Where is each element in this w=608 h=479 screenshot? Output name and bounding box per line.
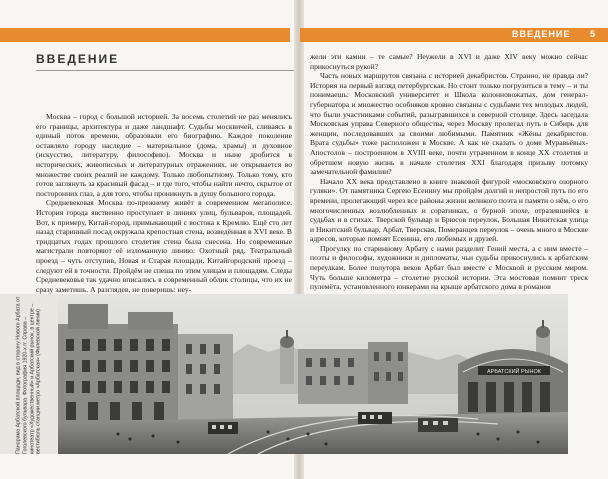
right-body-text	[310, 52, 588, 292]
right-paragraph-1: жели эти камни – те самые? Неужели в XVI и даже XIV веку можно сейчас прикоснуться рукой?	[310, 52, 588, 71]
market-sign: АРБАТСКИЙ РЫНОК	[486, 369, 542, 375]
photo-caption: Панорама Арбатской площади, вид в сторону Нового Арбата от Гоголевского бульвара. Фотография 1920-х гг. Справа – кинотеатр «Художественный» и Арбатский рынок, в центре – вестибюль станции метро «Арбатская» (Филевской линии)	[15, 296, 42, 454]
title-rule	[36, 70, 294, 71]
header-bar-left	[0, 28, 290, 42]
running-head: ВВЕДЕНИЕ	[512, 29, 571, 39]
left-paragraph-2: Средневековая Москва по-прежнему живёт в современном мегаполисе. История города явственно проступает в линиях улиц, бульваров, площадей. Вот, к примеру, Китай-город, примыкающий с востока к Кремлю. Ещё сто лет назад старинный посад окружала крепостная стена, возведённая в XVI веке. В тридцатых годах прошлого столетия стена была снесена. Но современные магистрали повторяют её изломанную линию: Охотный ряд, Театральный проезд – чуть отступив, Новая и Старая площади, Китайгородский проезд – следуют ей в точности. Пройдём не спеша по этим улицам и площадям. Следы Средневековья так удачно вписались в современный облик столицы, что их не сразу заметишь. А разглядев, не поверишь: неу-	[36, 198, 292, 294]
historic-photo-arbat-square	[58, 294, 568, 454]
right-paragraph-2: Часть новых маршрутов связана с историей декабристов. Странно, не правда ли? История на первый взгляд петербургская. Но стоит только погрузиться в тему – и ты понимаешь: Московский университет и Школа колонновожатых, дом генерал-губернатора и множество особняков кровно связаны с судьбами тех молодых людей, что были участниками событий, разыгравшихся в северной столице. Здесь заседала Московская управа Северного общества, через Москву пролегал путь в Сибирь для женщин, последовавших за своими любимыми. Памятник «Жёны декабристов. Врата судьбы» тоже расположен в Москве. А как не сказать о доме Муравьёвых-Апостолов – построенном в XVIII веке, почти утраченном в конце XX столетия и обретшем новую жизнь в начале столетия XXI благодаря призыву потомку замечательной фамилии?	[310, 71, 588, 177]
right-paragraph-4: Прогулку по старинному Арбату с нами разделит Гений места, а с ним вместе – поэты и философы, художники и дипломаты, чьи судьбы прикоснулись к арбатским переулкам. Более полутора веков Арбат был вместе с Москвой и русским миром. Чуть больше километра – столетие русской истории. Эта мостовая помнит треск пулемёта, установленного юнкерами на крыше арбатского дома в романов	[310, 243, 588, 292]
photo-caption-panel	[0, 294, 58, 454]
page-number: 5	[590, 29, 596, 39]
right-paragraph-3: Начало XX века представлено в книге знаковой фигурой «московского озорного гуляки». От памятника Сергею Есенину мы пройдём долгий и непростой путь по его времени, пролегающий через все районы жизни великого поэта и памяти о нём, о его многочисленных возлюбленных и соратниках, о бурной эпохе, отразившейся в судьбах и в стихах. Тверской бульвар и Брюсов переулок, Большая Никитская улица и Никитский бульвар, Арбат, Тверская, Померанцев переулок – очень много в Москве адресов, которые помнят Есенина, его любимых и друзей.	[310, 176, 588, 244]
left-paragraph-1: Москва – город с большой историей. За восемь столетий не раз менялись его границы, архитектура и даже ландшафт. Судьбы москвичей, сливаясь в единый поток времени, образовали его биографию. Каждое поколение оставляло городу наследие – материальное (дома, храмы) и духовное (искусство, литературу, философию). Москва и ныне дробится в исторических, живописных и литературных отражениях, не открывается во множестве своих реалий не каждому. Только любопытному. Только тому, кто готов заглянуть за красивый фасад – и где того, чтобы найти нечто, скрытое от посторонних глаз, а для того, чтобы проникнуть в душу большого города.	[36, 112, 292, 198]
left-body-text	[36, 112, 292, 294]
chapter-title: ВВЕДЕНИЕ	[36, 52, 120, 66]
